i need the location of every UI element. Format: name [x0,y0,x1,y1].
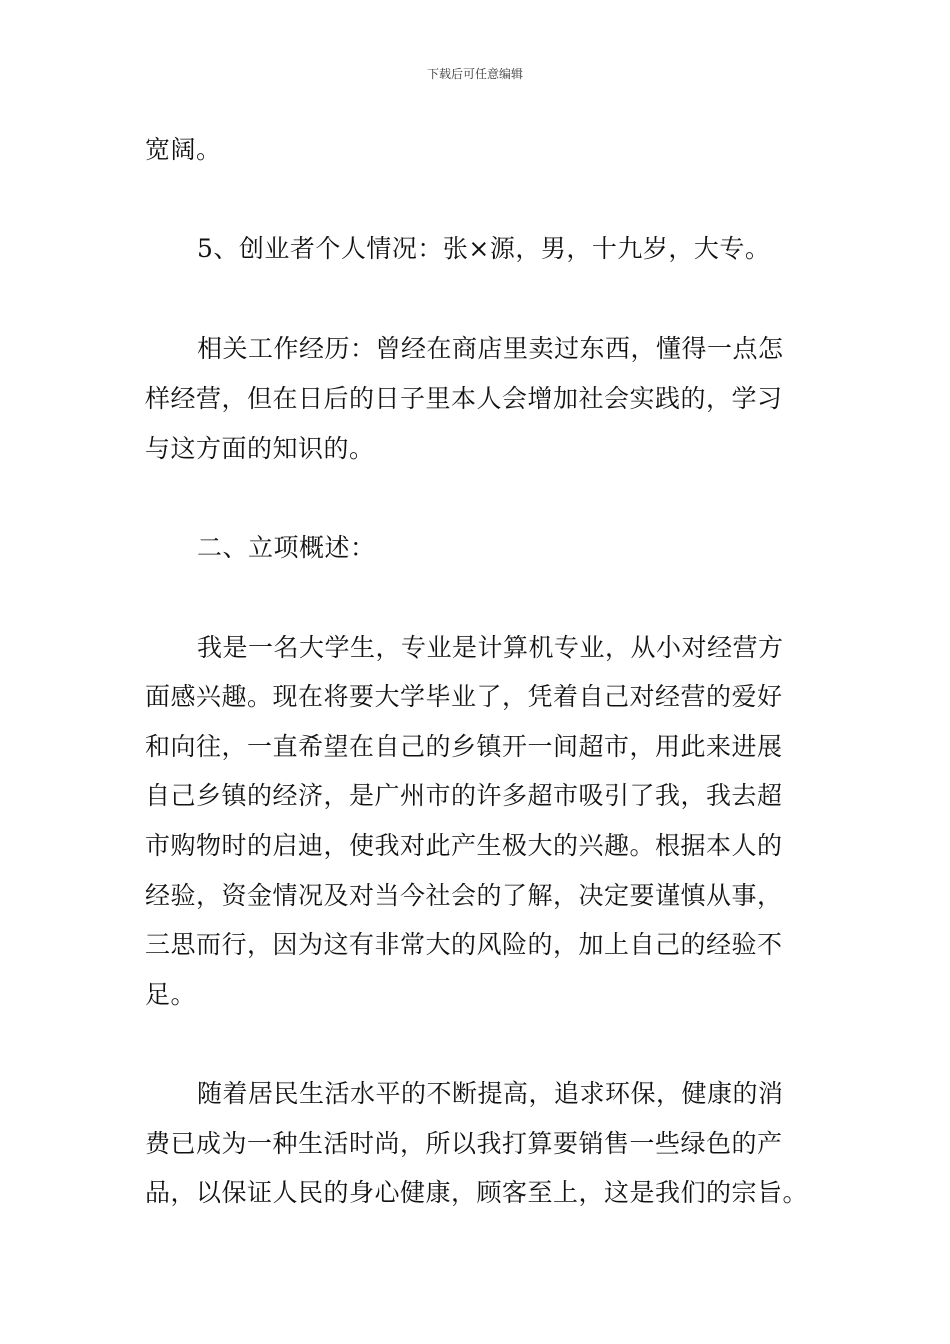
paragraph-line: 经验，资金情况及对当今社会的了解，决定要谨慎从事， [145,881,783,910]
paragraph-line: 和向往，一直希望在自己的乡镇开一间超市，用此来进展 [145,732,783,761]
paragraph-line: 随着居民生活水平的不断提高，追求环保，健康的消 [197,1079,784,1108]
paragraph-line: 宽阔。 [145,135,222,164]
paragraph-line: 相关工作经历：曾经在商店里卖过东西，懂得一点怎 [197,334,784,363]
paragraph-line: 5、创业者个人情况：张×源，男，十九岁，大专。 [197,234,771,263]
paragraph-line: 费已成为一种生活时尚，所以我打算要销售一些绿色的产 [145,1129,783,1158]
paragraph-line: 我是一名大学生，专业是计算机专业，从小对经营方 [197,633,784,662]
paragraph-line: 自己乡镇的经济，是广州市的许多超市吸引了我，我去超 [145,781,783,810]
section-heading: 二、立项概述： [197,533,376,562]
paragraph-line: 品，以保证人民的身心健康，顾客至上，这是我们的宗旨。 [145,1178,809,1207]
paragraph-line: 与这方面的知识的。 [145,434,375,463]
paragraph-line: 样经营，但在日后的日子里本人会增加社会实践的，学习 [145,384,783,413]
header-note: 下载后可任意编辑 [426,67,523,81]
paragraph-line: 足。 [145,980,197,1009]
paragraph-line: 市购物时的启迪，使我对此产生极大的兴趣。根据本人的 [145,831,783,860]
paragraph-line: 面感兴趣。现在将要大学毕业了，凭着自己对经营的爱好 [145,682,783,711]
paragraph-line: 三思而行，因为这有非常大的风险的，加上自己的经验不 [145,930,783,959]
